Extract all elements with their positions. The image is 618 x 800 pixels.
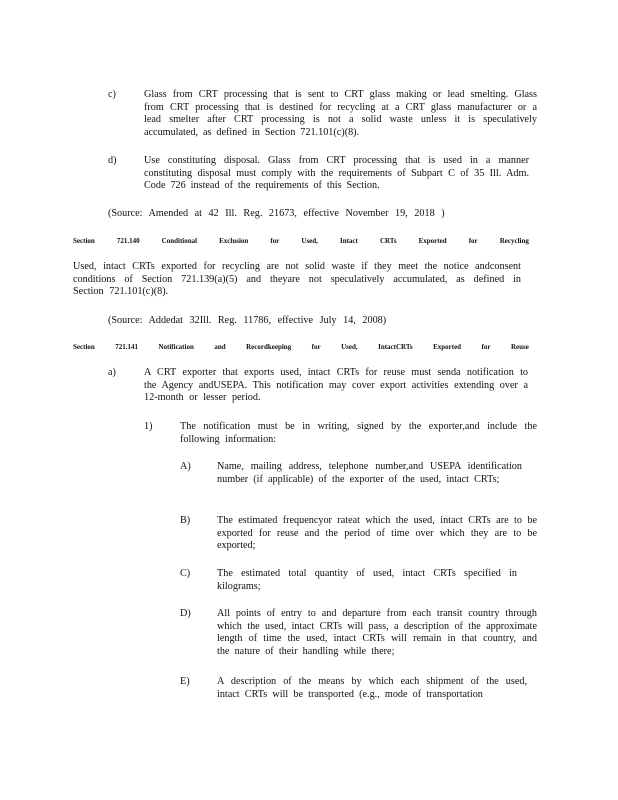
subitem-C-label: C) <box>180 568 191 579</box>
subitem-A-label: A) <box>180 461 191 472</box>
heading-word: for <box>270 237 280 245</box>
section-721-140-body: Used, intact CRTs exported for recycling are not solid waste if they meet the notice andconsent conditions of Section 721.139(a)(5) and theyare not speculatively accumulated, as defined in Section 721.101(c)(8). <box>73 261 521 298</box>
item-d-label: d) <box>108 155 117 166</box>
heading-word: Exported <box>433 343 462 351</box>
heading-word: Recycling <box>499 237 529 245</box>
subitem-C-text: The estimated total quantity of used, intact CRTs specified in kilograms; <box>217 568 517 592</box>
item-a-label: a) <box>108 367 116 378</box>
heading-word: for <box>481 343 491 351</box>
subitem-B-text: The estimated frequencyor rateat which the used, intact CRTs are to be exported for reuse and the period of time over which they are to be exported; <box>217 515 537 552</box>
heading-word: Section <box>73 237 95 245</box>
heading-word: for <box>468 237 478 245</box>
source-note-1: (Source: Amended at 42 Ill. Reg. 21673, effective November 19, 2018 ) <box>108 208 445 219</box>
item-c-label: c) <box>108 89 116 100</box>
section-721-140-heading <box>73 234 529 248</box>
heading-word: IntactCRTs <box>378 343 413 351</box>
heading-word: Exported <box>418 237 447 245</box>
heading-word: Exclusion <box>219 237 249 245</box>
subitem-E-text: A description of the means by which each shipment of the used, intact CRTs will be transported (e.g., mode of transportation <box>217 676 527 700</box>
heading-word: CRTs <box>379 237 397 245</box>
subitem-D-label: D) <box>180 608 191 619</box>
item-d-text: Use constituting disposal. Glass from CRT processing that is used in a manner constituting disposal must comply with the requirements of Subpart C of 35 Ill. Adm. Code 726 instead of the requirements of this Section. <box>144 155 529 192</box>
heading-word: Used, <box>341 343 358 351</box>
heading-word: and <box>214 343 226 351</box>
item-1-label: 1) <box>144 421 153 432</box>
heading-word: Reuse <box>510 343 529 351</box>
heading-word: 721.141 <box>115 343 138 351</box>
item-c-text: Glass from CRT processing that is sent to CRT glass making or lead smelting. Glass from CRT processing that is destined for recycling at a CRT glass manufacturer or a lead smelter after CRT processing is not a solid waste unless it is speculatively accumulated, as defined in Section 721.101(c)(8). <box>144 89 537 138</box>
subitem-A-text: Name, mailing address, telephone number,and USEPA identification number (if applicable) of the exporter of the used, intact CRTs; <box>217 461 522 485</box>
heading-word: Used, <box>301 237 318 245</box>
heading-word: Intact <box>339 237 358 245</box>
section-721-141-heading <box>73 340 529 354</box>
heading-word: 721.140 <box>116 237 140 245</box>
item-a-text: A CRT exporter that exports used, intact CRTs for reuse must senda notification to the Agency andUSEPA. This notification may cover export activities extending over a 12-month or lesser period. <box>144 367 528 404</box>
subitem-B-label: B) <box>180 515 191 526</box>
heading-word: Recordkeeping <box>246 343 292 351</box>
heading-word: Conditional <box>161 237 198 245</box>
heading-word: Section <box>73 343 95 351</box>
subitem-D-text: All points of entry to and departure from each transit country through which the used, intact CRTs will pass, a description of the approximate length of time the used, intact CRTs will remain in that country, and the nature of their handling while there; <box>217 608 537 657</box>
item-1-text: The notification must be in writing, signed by the exporter,and include the following information: <box>180 421 537 445</box>
source-note-2: (Source: Addedat 32Ill. Reg. 11786, effective July 14, 2008) <box>108 315 387 326</box>
heading-word: for <box>311 343 321 351</box>
heading-word: Notification <box>158 343 194 351</box>
subitem-E-label: E) <box>180 676 190 687</box>
